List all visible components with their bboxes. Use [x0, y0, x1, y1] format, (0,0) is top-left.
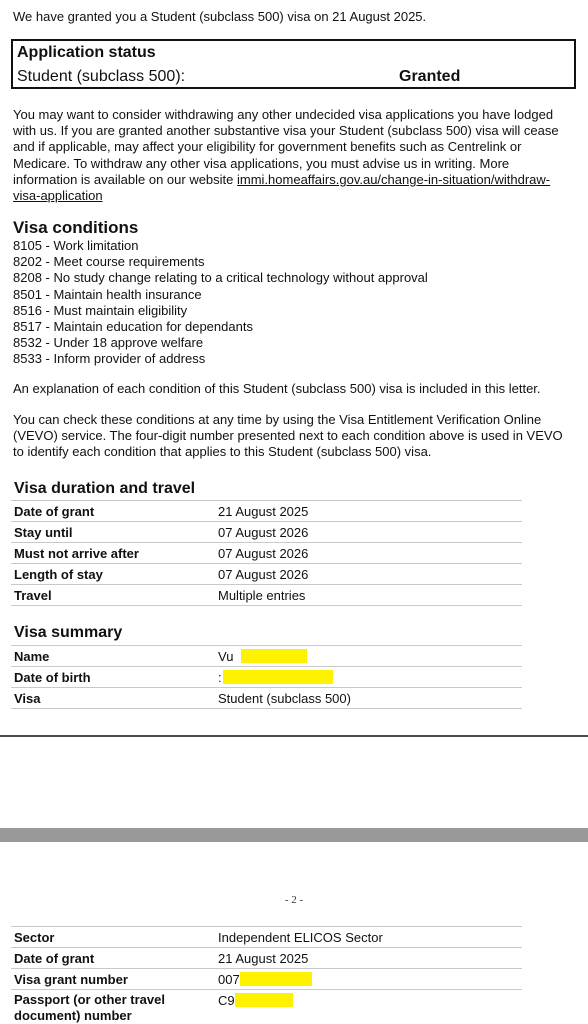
row-key: Visa: [14, 691, 41, 706]
row-value: 07 August 2026: [218, 546, 309, 561]
table-row: [11, 521, 522, 542]
passport-text: C9: [218, 993, 235, 1008]
row-value: 07 August 2026: [218, 567, 309, 582]
table-row: [11, 645, 522, 666]
conditions-heading: Visa conditions: [13, 218, 139, 237]
row-key: Length of stay: [14, 567, 103, 582]
row-key: Name: [14, 649, 50, 664]
row-value: Student (subclass 500): [218, 691, 351, 706]
name-value: [218, 649, 307, 664]
table-row: [11, 926, 522, 947]
name-text: Vu: [218, 649, 234, 664]
redaction-mark: [235, 993, 293, 1007]
status-value: Granted: [399, 68, 461, 85]
row-key: Passport (or other travel document) number: [14, 992, 165, 1023]
dob-text: :: [218, 670, 222, 685]
dob-value: [218, 670, 333, 685]
row-key: Sector: [14, 930, 55, 945]
grant-number-text: 007: [218, 972, 240, 987]
condition-item: 8516 - Must maintain eligibility: [13, 302, 188, 318]
summary-table: [11, 645, 522, 709]
row-value: Independent ELICOS Sector: [218, 930, 383, 945]
table-row: [11, 500, 522, 521]
grant-number-value: [218, 972, 312, 987]
conditions-list: [13, 238, 428, 368]
duration-heading: Visa duration and travel: [14, 480, 196, 497]
page-gap: [0, 737, 588, 828]
withdraw-paragraph: [13, 107, 573, 204]
explanation-paragraph: An explanation of each condition of this Student (subclass 500) visa is included in this letter.: [13, 381, 541, 396]
table-row: [11, 687, 522, 709]
page-separator-band: [0, 828, 588, 842]
table-row: [11, 968, 522, 989]
row-value: 07 August 2026: [218, 525, 309, 540]
redaction-mark: [240, 972, 312, 986]
page-number: - 2 -: [284, 894, 304, 906]
table-row: [11, 542, 522, 563]
table-row: [11, 989, 522, 1022]
status-label: Student (subclass 500):: [17, 68, 186, 85]
redaction-mark: [223, 670, 333, 684]
condition-item: 8501 - Maintain health insurance: [13, 286, 202, 302]
row-key: Date of grant: [14, 951, 95, 966]
vevo-paragraph: You can check these conditions at any time by using the Visa Entitlement Verification Online (VEVO) service. The four-digit number presented next to each condition above is used in VEVO to identify each condition that applies to this Student (subclass 500) visa.: [13, 412, 563, 460]
table-row: [11, 584, 522, 606]
condition-item: 8202 - Meet course requirements: [13, 254, 205, 270]
condition-item: 8517 - Maintain education for dependants: [13, 319, 253, 335]
grant-details-table: [11, 926, 522, 1022]
row-value: 21 August 2025: [218, 951, 309, 966]
summary-heading: Visa summary: [14, 624, 123, 641]
row-key: Date of grant: [14, 504, 95, 519]
status-title: Application status: [17, 44, 156, 61]
row-key: Travel: [14, 588, 52, 603]
row-key: Must not arrive after: [14, 546, 139, 561]
withdraw-link[interactable]: immi.homeaffairs.gov.au/change-in-situation/withdraw-visa-application: [13, 171, 551, 204]
table-row: [11, 947, 522, 968]
withdraw-text: You may want to consider withdrawing any other undecided visa applications you have lodged with us. If you are granted another substantive visa your Student (subclass 500) visa will cease and if applicable, may affect your eligibility for government benefits such as Centrelink or Medicare. To withdraw any other visa applications, you must advise us in writing. More information is available on our website: [13, 107, 559, 187]
application-status-box: [11, 39, 576, 89]
condition-item: 8208 - No study change relating to a critical technology without approval: [13, 270, 428, 286]
condition-item: 8105 - Work limitation: [13, 238, 139, 253]
row-value: 21 August 2025: [218, 504, 309, 519]
redaction-mark: [241, 649, 307, 663]
table-row: [11, 563, 522, 584]
passport-value: [218, 993, 293, 1008]
table-row: [11, 666, 522, 687]
row-key: Visa grant number: [14, 972, 128, 987]
duration-table: [11, 500, 522, 606]
grant-intro-text: We have granted you a Student (subclass 500) visa on 21 August 2025.: [13, 9, 427, 24]
condition-item: 8533 - Inform provider of address: [13, 351, 206, 367]
row-value: Multiple entries: [218, 588, 306, 603]
row-key: Date of birth: [14, 670, 91, 685]
condition-item: 8532 - Under 18 approve welfare: [13, 335, 204, 351]
row-key: Stay until: [14, 525, 73, 540]
